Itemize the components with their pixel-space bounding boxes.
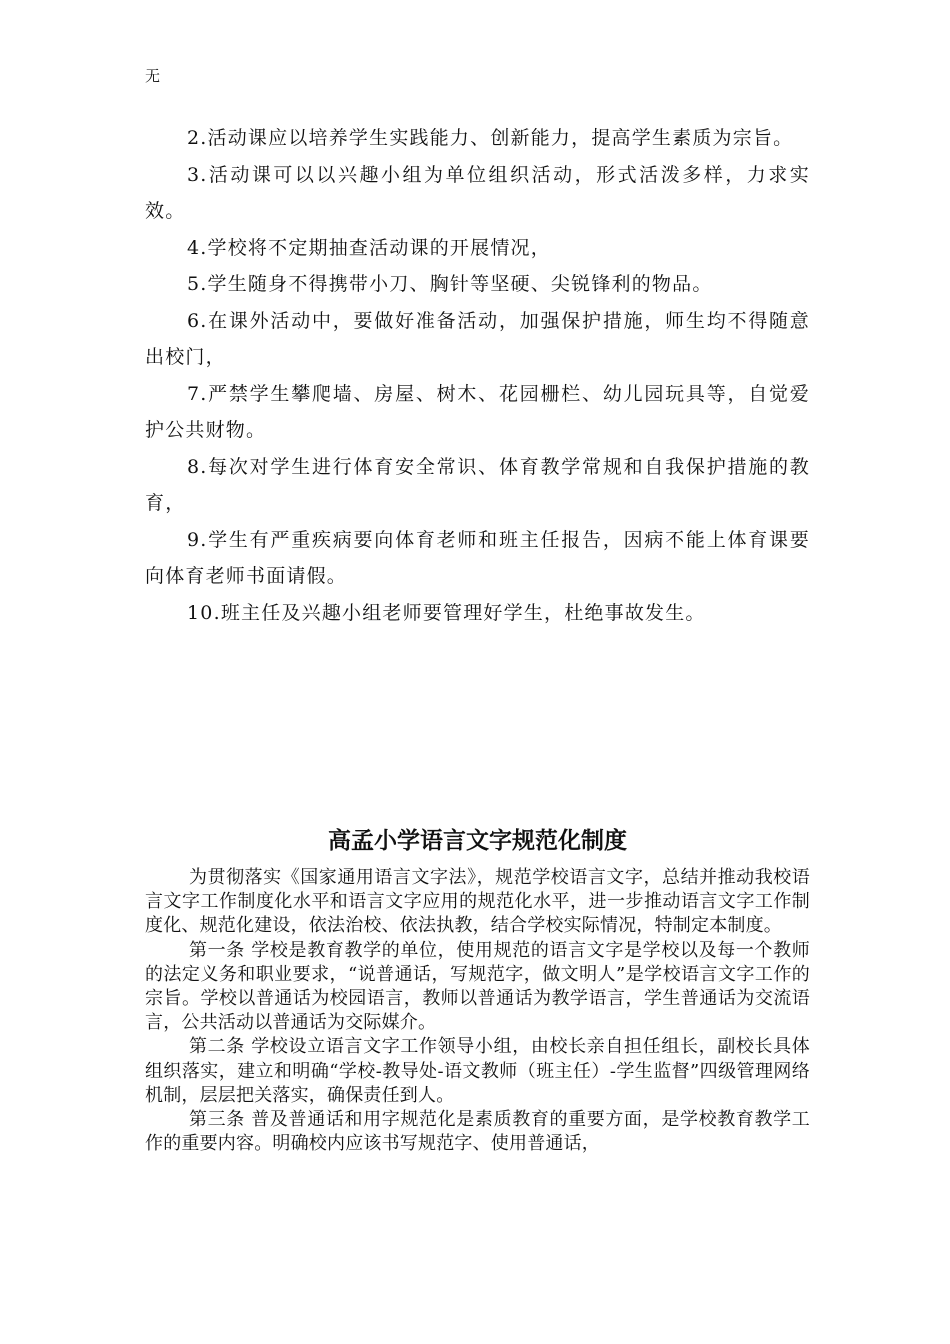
policy-body [145,866,810,1156]
list-item: 7.严禁学生攀爬墙、房屋、树木、花园栅栏、幼儿园玩具等，自觉爱护公共财物。 [145,382,810,441]
list-item: 3.活动课可以以兴趣小组为单位组织活动，形式活泼多样，力求实效。 [145,163,810,222]
policy-article-1: 第一条 学校是教育教学的单位，使用规范的语言文字是学校以及每一个教师的法定义务和职业要求，“说普通话，写规范字，做文明人”是学校语言文字工作的宗旨。学校以普通话为校园语言，教师以普通话为教学语言，学生普通话为交流语言，公共活动以普通话为交际媒介。 [145,939,810,1034]
list-item: 6.在课外活动中，要做好准备活动，加强保护措施，师生均不得随意出校门， [145,309,810,368]
list-item: 8.每次对学生进行体育安全常识、体育教学常规和自我保护措施的教育， [145,455,810,514]
list-item: 10.班主任及兴趣小组老师要管理好学生，杜绝事故发生。 [187,601,706,624]
policy-article-2: 第二条 学校设立语言文字工作领导小组，由校长亲自担任组长，副校长具体组织落实，建立和明确“学校-教导处-语文教师（班主任）-学生监督”四级管理网络机制，层层把关落实，确保责任到人。 [145,1036,810,1106]
policy-title: 高孟小学语言文字规范化制度 [328,828,627,854]
policy-article-3: 第三条 普及普通话和用字规范化是素质教育的重要方面，是学校教育教学工作的重要内容。明确校内应该书写规范字、使用普通话， [145,1109,810,1155]
list-item: 5.学生随身不得携带小刀、胸针等坚硬、尖锐锋利的物品。 [187,273,713,295]
header-mark: 无 [145,67,161,85]
list-item: 2.活动课应以培养学生实践能力、创新能力，提高学生素质为宗旨。 [187,127,794,149]
policy-intro: 为贯彻落实《国家通用语言文字法》，规范学校语言文字，总结并推动我校语言文字工作制度化水平和语言文字应用的规范化水平，进一步推动语言文字工作制度化、规范化建设，依法治校、依法执教，结合学校实际情况，特制定本制度。 [145,867,810,937]
list-item: 9.学生有严重疾病要向体育老师和班主任报告，因病不能上体育课要向体育老师书面请假。 [145,528,810,587]
list-item: 4.学校将不定期抽查活动课的开展情况， [187,236,551,259]
activity-rules-list [145,120,810,631]
